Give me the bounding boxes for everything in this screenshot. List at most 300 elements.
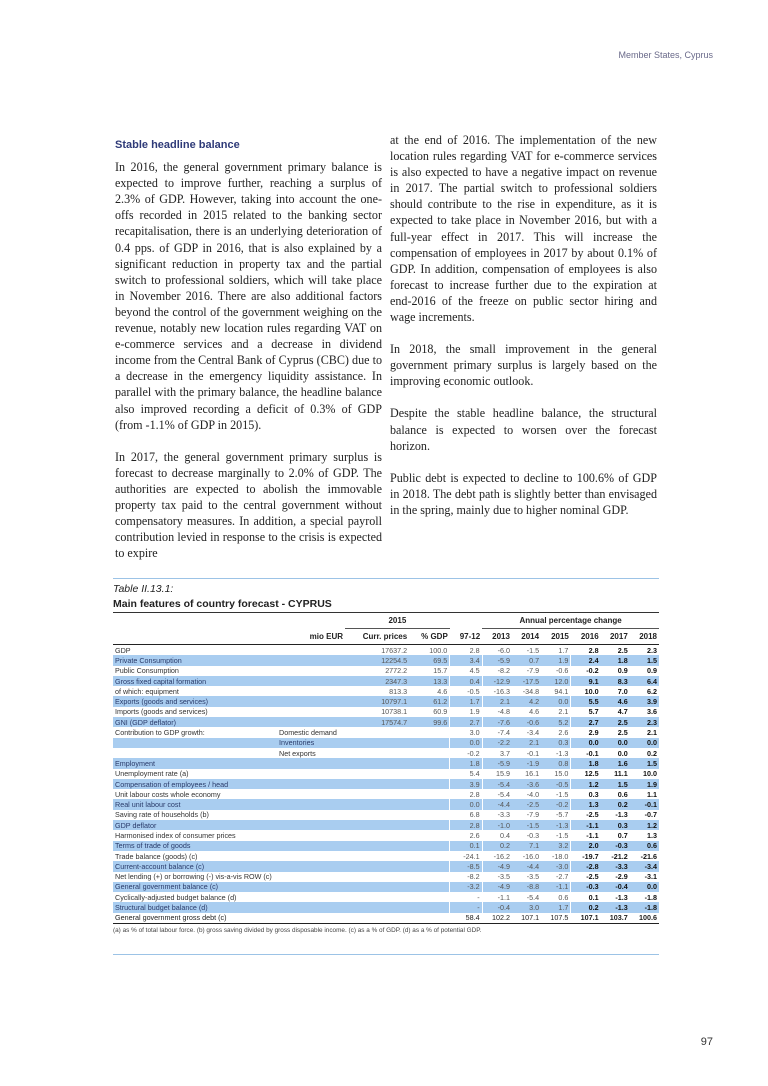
cell-value: -8.2 xyxy=(450,872,482,882)
cell-value: -7.4 xyxy=(482,727,512,737)
cell-value: -2.7 xyxy=(555,872,569,882)
cell-value: 15.9 xyxy=(482,769,512,779)
cell-value: -7.6 xyxy=(482,717,512,727)
cell-value: 7.1 xyxy=(512,841,541,851)
row-sublabel xyxy=(277,892,345,902)
cell-value: -2.8 xyxy=(571,861,601,871)
cell-value: -0.3 xyxy=(601,841,630,851)
cell-value: -3.5 xyxy=(526,872,540,882)
table-row xyxy=(113,841,659,851)
cell-value xyxy=(409,841,450,851)
cell-value xyxy=(409,861,450,871)
cell-value: 107.1 xyxy=(571,913,601,924)
cell-value: 813.3 xyxy=(389,686,408,696)
cell-value: 2.1 xyxy=(512,738,541,748)
cell-value: 12.5 xyxy=(571,769,601,779)
row-label: GNI (GDP deflator) xyxy=(113,717,277,727)
cell-value: 0.2 xyxy=(482,841,512,851)
cell-value: -3.0 xyxy=(541,861,571,871)
section-heading: Stable headline balance xyxy=(115,139,240,151)
cell-value: -3.4 xyxy=(630,861,659,871)
divider xyxy=(113,954,659,955)
cell-value: 2.1 xyxy=(647,728,657,738)
cell-value: -0.7 xyxy=(644,810,657,820)
cell-value: 2.8 xyxy=(450,789,482,799)
row-sublabel xyxy=(277,707,345,717)
cell-value: -2.5 xyxy=(571,872,601,882)
cell-value: -18.0 xyxy=(551,851,569,861)
cell-value: 1.6 xyxy=(601,758,630,768)
row-sublabel xyxy=(277,851,345,861)
cell-value xyxy=(345,872,409,882)
cell-value: 5.2 xyxy=(541,717,571,727)
cell-value: 69.5 xyxy=(409,655,450,665)
cell-value: 1.3 xyxy=(647,830,657,840)
table-row xyxy=(113,676,659,686)
row-sublabel xyxy=(277,645,345,656)
table-row xyxy=(113,727,659,737)
cell-value: 6.4 xyxy=(630,676,659,686)
cell-value: 0.4 xyxy=(450,676,482,686)
cell-value: 1.2 xyxy=(571,779,601,789)
cell-value: 107.5 xyxy=(541,913,571,924)
cell-value: 17574.7 xyxy=(345,717,409,727)
cell-value: 5.4 xyxy=(450,769,482,779)
cell-value: 0.8 xyxy=(541,758,571,768)
cell-value: 5.5 xyxy=(571,696,601,706)
cell-value: 2.5 xyxy=(601,717,630,727)
row-label: Employment xyxy=(113,758,277,768)
row-label: Terms of trade of goods xyxy=(113,841,277,851)
cell-value: 5.7 xyxy=(571,707,601,717)
cell-value: 4.6 xyxy=(437,686,448,696)
cell-value: 102.2 xyxy=(482,913,512,924)
cell-value: -0.3 xyxy=(571,882,601,892)
cell-value: 1.8 xyxy=(601,655,630,665)
cell-value: 0.0 xyxy=(601,738,630,748)
cell-value: 11.1 xyxy=(614,769,628,779)
cell-value: 2.8 xyxy=(450,820,482,830)
row-label xyxy=(113,748,277,758)
table-title: Main features of country forecast - CYPRUS xyxy=(113,598,332,610)
cell-value: 60.9 xyxy=(433,707,448,717)
cell-value: 2.0 xyxy=(571,841,601,851)
row-sublabel xyxy=(277,861,345,871)
cell-value xyxy=(345,841,409,851)
row-sublabel xyxy=(277,696,345,706)
row-sublabel xyxy=(277,913,345,924)
col-header-unit: mio EUR xyxy=(277,629,345,645)
row-label xyxy=(113,738,277,748)
cell-value xyxy=(345,738,409,748)
cell-value: 2.3 xyxy=(647,645,657,655)
cell-value: 0.4 xyxy=(482,830,512,840)
divider xyxy=(113,578,659,579)
row-label: Current-account balance (c) xyxy=(113,861,277,871)
cell-value: 0.0 xyxy=(450,738,482,748)
running-header: Member States, Cyprus xyxy=(618,50,713,60)
row-label: GDP xyxy=(115,645,131,655)
cell-value: -5.9 xyxy=(482,758,512,768)
cell-value xyxy=(409,892,450,902)
cell-value: 1.7 xyxy=(450,696,482,706)
col-header: 2013 xyxy=(482,629,512,645)
cell-value xyxy=(409,913,450,924)
cell-value: -0.3 xyxy=(526,830,540,840)
page-number: 97 xyxy=(700,1036,713,1048)
row-sublabel xyxy=(277,789,345,799)
cell-value: 0.3 xyxy=(601,820,630,830)
cell-value: 2772.2 xyxy=(385,666,408,676)
table-row xyxy=(113,769,659,779)
cell-value: 1.5 xyxy=(601,779,630,789)
cell-value: 10.0 xyxy=(571,686,601,696)
cell-value xyxy=(345,851,409,861)
cell-value: 4.6 xyxy=(601,696,630,706)
table-row xyxy=(113,738,659,748)
row-sublabel xyxy=(277,830,345,840)
paragraph: Public debt is expected to decline to 100.6% of GDP in 2018. The debt path is slightly better than envisaged in the spring, mainly due to higher nominal GDP. xyxy=(390,470,657,517)
cell-value: 2.8 xyxy=(571,645,601,656)
cell-value: -0.2 xyxy=(571,666,601,676)
cell-value: 61.2 xyxy=(409,696,450,706)
row-sublabel xyxy=(277,655,345,665)
cell-value: 3.6 xyxy=(647,707,657,717)
col-header: 2016 xyxy=(571,629,601,645)
cell-value: 99.6 xyxy=(409,717,450,727)
cell-value: -1.5 xyxy=(512,820,541,830)
cell-value xyxy=(345,748,409,758)
row-label: Unit labour costs whole economy xyxy=(115,789,221,799)
cell-value: 15.0 xyxy=(554,769,569,779)
cell-value: -24.1 xyxy=(450,851,482,861)
cell-value: -16.3 xyxy=(482,686,512,696)
cell-value: -1.8 xyxy=(630,902,659,912)
cell-value: -0.4 xyxy=(601,882,630,892)
cell-value: 0.0 xyxy=(617,748,628,758)
row-sublabel xyxy=(277,676,345,686)
table-row xyxy=(113,666,659,676)
cell-value: -16.2 xyxy=(482,851,512,861)
cell-value: -2.9 xyxy=(615,872,628,882)
table-row xyxy=(113,748,659,758)
cell-value: -1.3 xyxy=(615,892,628,902)
cell-value xyxy=(409,789,450,799)
cell-value: 0.9 xyxy=(617,666,628,676)
paragraph: In 2018, the small improvement in the general government primary surplus is largely based on the improving economic outlook. xyxy=(390,342,657,389)
row-sublabel xyxy=(277,799,345,809)
row-sublabel xyxy=(277,779,345,789)
cell-value: 2.5 xyxy=(617,645,628,655)
col-header: 2014 xyxy=(512,629,541,645)
cell-value: -16.0 xyxy=(522,851,540,861)
cell-value: -0.6 xyxy=(512,717,541,727)
paragraph: In 2017, the general government primary surplus is forecast to decrease marginally to 2.0% of GDP. The authorities are expected to abolish the immovable property tax paid to the central government without compensatory measures. In addition, a special payroll contribution levied in response to the crisis is expected to expire xyxy=(115,449,382,561)
row-sublabel xyxy=(277,820,345,830)
cell-value: 17637.2 xyxy=(381,645,408,655)
cell-value: 3.9 xyxy=(450,779,482,789)
cell-value xyxy=(409,779,450,789)
cell-value xyxy=(345,758,409,768)
cell-value: 2.7 xyxy=(450,717,482,727)
cell-value: -1.1 xyxy=(571,830,601,840)
table-footnote: (a) as % of total labour force. (b) gross saving divided by gross disposable income. (c) as a % of GDP. (d) as a % of potential GDP. xyxy=(113,927,482,935)
cell-value: -1.8 xyxy=(644,892,657,902)
cell-value: -1.0 xyxy=(482,820,512,830)
table-row xyxy=(113,707,659,717)
cell-value: 0.0 xyxy=(450,799,482,809)
cell-value: -1.3 xyxy=(601,902,630,912)
cell-value: - xyxy=(450,892,482,902)
cell-value: 0.3 xyxy=(541,738,571,748)
cell-value: -4.9 xyxy=(482,861,512,871)
cell-value xyxy=(345,820,409,830)
row-label: of which: equipment xyxy=(115,686,179,696)
cell-value: -5.7 xyxy=(555,810,569,820)
cell-value xyxy=(345,902,409,912)
cell-value: 0.7 xyxy=(617,830,628,840)
row-label: Public Consumption xyxy=(115,666,179,676)
cell-value: 12254.5 xyxy=(345,655,409,665)
cell-value xyxy=(345,799,409,809)
cell-value xyxy=(345,810,409,820)
cell-value: -12.9 xyxy=(482,676,512,686)
table-row xyxy=(113,799,659,809)
cell-value: -1.1 xyxy=(571,820,601,830)
cell-value: 1.1 xyxy=(647,789,657,799)
forecast-table-box xyxy=(113,578,659,955)
cell-value: 0.1 xyxy=(450,841,482,851)
cell-value: 7.0 xyxy=(617,686,628,696)
cell-value: -0.1 xyxy=(630,799,659,809)
cell-value: 2.7 xyxy=(571,717,601,727)
row-sublabel xyxy=(277,758,345,768)
cell-value: 2.8 xyxy=(450,645,482,656)
cell-value: 1.5 xyxy=(630,758,659,768)
row-sublabel: Net exports xyxy=(279,748,316,758)
cell-value: -17.5 xyxy=(512,676,541,686)
cell-value: 10738.1 xyxy=(381,707,408,717)
left-column xyxy=(115,132,382,577)
cell-value: -1.5 xyxy=(555,830,569,840)
cell-value: 6.8 xyxy=(450,810,482,820)
table-row xyxy=(113,686,659,696)
cell-value xyxy=(345,892,409,902)
cell-value: 0.3 xyxy=(571,789,601,799)
row-label: Compensation of employees / head xyxy=(113,779,277,789)
cell-value: -0.1 xyxy=(571,748,601,758)
cell-value: -3.4 xyxy=(526,728,540,738)
cell-value: 4.2 xyxy=(512,696,541,706)
cell-value xyxy=(409,810,450,820)
cell-value: 0.9 xyxy=(647,666,657,676)
row-sublabel xyxy=(277,686,345,696)
cell-value: 4.7 xyxy=(617,707,628,717)
cell-value: -0.6 xyxy=(555,666,569,676)
cell-value: -2.5 xyxy=(571,810,601,820)
cell-value xyxy=(345,913,409,924)
cell-value xyxy=(409,902,450,912)
row-sublabel xyxy=(277,717,345,727)
table-row xyxy=(113,913,659,924)
cell-value: 0.0 xyxy=(630,882,659,892)
cell-value: -1.1 xyxy=(541,882,571,892)
cell-value: -4.4 xyxy=(512,861,541,871)
table-row xyxy=(113,779,659,789)
cell-value: 2347.3 xyxy=(345,676,409,686)
cell-value: -2.2 xyxy=(482,738,512,748)
cell-value: -1.3 xyxy=(541,820,571,830)
cell-value: -5.4 xyxy=(482,779,512,789)
cell-value: 2.5 xyxy=(617,728,628,738)
cell-value: 8.3 xyxy=(601,676,630,686)
cell-value xyxy=(409,748,450,758)
cell-value: 2.6 xyxy=(558,728,569,738)
cell-value xyxy=(409,727,450,737)
cell-value: 1.8 xyxy=(450,758,482,768)
cell-value: 3.7 xyxy=(482,748,512,758)
cell-value: -1.5 xyxy=(526,645,540,655)
cell-value: 1.5 xyxy=(630,655,659,665)
cell-value: 1.9 xyxy=(630,779,659,789)
cell-value: 3.9 xyxy=(630,696,659,706)
cell-value xyxy=(409,769,450,779)
table-row xyxy=(113,810,659,820)
cell-value: -1.9 xyxy=(512,758,541,768)
cell-value: 13.3 xyxy=(409,676,450,686)
cell-value: 0.0 xyxy=(630,738,659,748)
cell-value: 9.1 xyxy=(571,676,601,686)
cell-value: -7.9 xyxy=(526,810,540,820)
table-row xyxy=(113,655,659,665)
cell-value: 0.6 xyxy=(558,892,569,902)
cell-value: -1.1 xyxy=(482,892,512,902)
cell-value: -8.5 xyxy=(450,861,482,871)
cell-value: 2.1 xyxy=(482,696,512,706)
col-header: 2018 xyxy=(630,629,659,645)
cell-value: 2.1 xyxy=(558,707,569,717)
cell-value: 1.9 xyxy=(541,655,571,665)
col-header: % GDP xyxy=(409,629,450,645)
cell-value: -19.7 xyxy=(571,851,601,861)
cell-value: 3.0 xyxy=(512,902,541,912)
row-sublabel: Inventories xyxy=(277,738,345,748)
cell-value: 0.0 xyxy=(571,738,601,748)
cell-value: 2.4 xyxy=(571,655,601,665)
cell-value: 3.4 xyxy=(450,655,482,665)
row-label: Trade balance (goods) (c) xyxy=(115,851,198,861)
table-row xyxy=(113,872,659,882)
row-label: Real unit labour cost xyxy=(113,799,277,809)
row-sublabel xyxy=(277,872,345,882)
cell-value: 1.9 xyxy=(450,707,482,717)
cell-value: -3.3 xyxy=(482,810,512,820)
cell-value: -3.1 xyxy=(644,872,657,882)
cell-value: 10797.1 xyxy=(345,696,409,706)
cell-value: - xyxy=(450,902,482,912)
cell-value: 1.7 xyxy=(558,645,569,655)
row-label: Harmonised index of consumer prices xyxy=(115,830,236,840)
cell-value: -0.1 xyxy=(526,748,540,758)
cell-value: -4.0 xyxy=(526,789,540,799)
cell-value: -0.5 xyxy=(541,779,571,789)
cell-value: 1.2 xyxy=(630,820,659,830)
col-header: 2017 xyxy=(601,629,630,645)
row-label: Imports (goods and services) xyxy=(115,707,208,717)
cell-value: -7.9 xyxy=(526,666,540,676)
table-row xyxy=(113,696,659,706)
col-header: Curr. prices xyxy=(345,629,409,645)
row-sublabel xyxy=(277,882,345,892)
cell-value: -4.4 xyxy=(482,799,512,809)
table-row xyxy=(113,820,659,830)
row-label: Exports (goods and services) xyxy=(113,696,277,706)
cell-value: -8.8 xyxy=(512,882,541,892)
cell-value: -5.9 xyxy=(482,655,512,665)
row-sublabel xyxy=(277,810,345,820)
cell-value xyxy=(345,727,409,737)
cell-value xyxy=(409,799,450,809)
cell-value: 0.6 xyxy=(617,789,628,799)
cell-value: -6.0 xyxy=(482,645,512,656)
cell-value: 3.2 xyxy=(541,841,571,851)
cell-value: 94.1 xyxy=(554,686,569,696)
table-row xyxy=(113,902,659,912)
cell-value: 1.7 xyxy=(541,902,571,912)
cell-value: -34.8 xyxy=(522,686,540,696)
right-column xyxy=(390,132,657,534)
cell-value: 15.7 xyxy=(433,666,448,676)
cell-value: -1.3 xyxy=(555,748,569,758)
cell-value xyxy=(409,738,450,748)
cell-value: 10.0 xyxy=(643,769,657,779)
cell-value: 16.1 xyxy=(525,769,540,779)
cell-value: 100.0 xyxy=(429,645,448,655)
cell-value: 0.6 xyxy=(630,841,659,851)
row-sublabel xyxy=(277,841,345,851)
cell-value: 100.6 xyxy=(630,913,659,924)
cell-value xyxy=(409,830,450,840)
row-sublabel xyxy=(277,902,345,912)
cell-value: 0.1 xyxy=(571,892,601,902)
cell-value: 0.2 xyxy=(571,902,601,912)
cell-value: 2.3 xyxy=(630,717,659,727)
cell-value: -0.2 xyxy=(541,799,571,809)
cell-value: -21.6 xyxy=(640,851,657,861)
table-row xyxy=(113,892,659,902)
cell-value: -2.5 xyxy=(512,799,541,809)
cell-value: -4.9 xyxy=(482,882,512,892)
cell-value: -5.4 xyxy=(482,789,512,799)
col-header: 97-12 xyxy=(450,629,482,645)
cell-value: -0.4 xyxy=(482,902,512,912)
cell-value: 0.2 xyxy=(601,799,630,809)
cell-value xyxy=(345,779,409,789)
row-label: Saving rate of households (b) xyxy=(115,810,209,820)
cell-value xyxy=(409,872,450,882)
cell-value: -3.3 xyxy=(601,861,630,871)
paragraph: In 2016, the general government primary balance is expected to improve further, reaching a surplus of 2.3% of GDP. However, taking into account the one-offs recorded in 2015 related to the banking sector recapitalisation, there is an underlying deterioration of 0.4 pps. of GDP in 2016, that is also explained by a significant reduction in property tax and the partial switch to professional soldiers, which will take place in November 2016. There are also additional factors beyond the control of the government weighing on the revenue, notably new location rules regarding VAT on e-commerce services and a decrease in dividend income from the Central Bank of Cyprus (CBC) due to a decrease in the emergency liquidity assistance. In parallel with the primary balance, the headline balance also improved recording a deficit of 0.3% of GDP (from -1.1% of GDP in 2015). xyxy=(115,160,382,432)
cell-value: -0.5 xyxy=(450,686,482,696)
cell-value: -3.6 xyxy=(512,779,541,789)
cell-value: -3.2 xyxy=(450,882,482,892)
table-row xyxy=(113,882,659,892)
paragraph: at the end of 2016. The implementation of the new location rules regarding VAT for e-commerce services is also expected to have a negative impact on revenue in 2017. The partial switch to professional soldiers should contribute to the rise in expenditure, as it is expected to take place in November 2016, but with a full-year effect in 2017. This will increase the compensation of employees in 2017 by about 0.1% of GDP. In addition, compensation of employees is also forecast to increase further due to the expiration at end-2016 of the freeze on public sector hiring and wage increments. xyxy=(390,133,657,325)
row-label: General government balance (c) xyxy=(113,882,277,892)
forecast-table xyxy=(113,612,659,924)
cell-value: 103.7 xyxy=(601,913,630,924)
cell-value: 12.0 xyxy=(541,676,571,686)
